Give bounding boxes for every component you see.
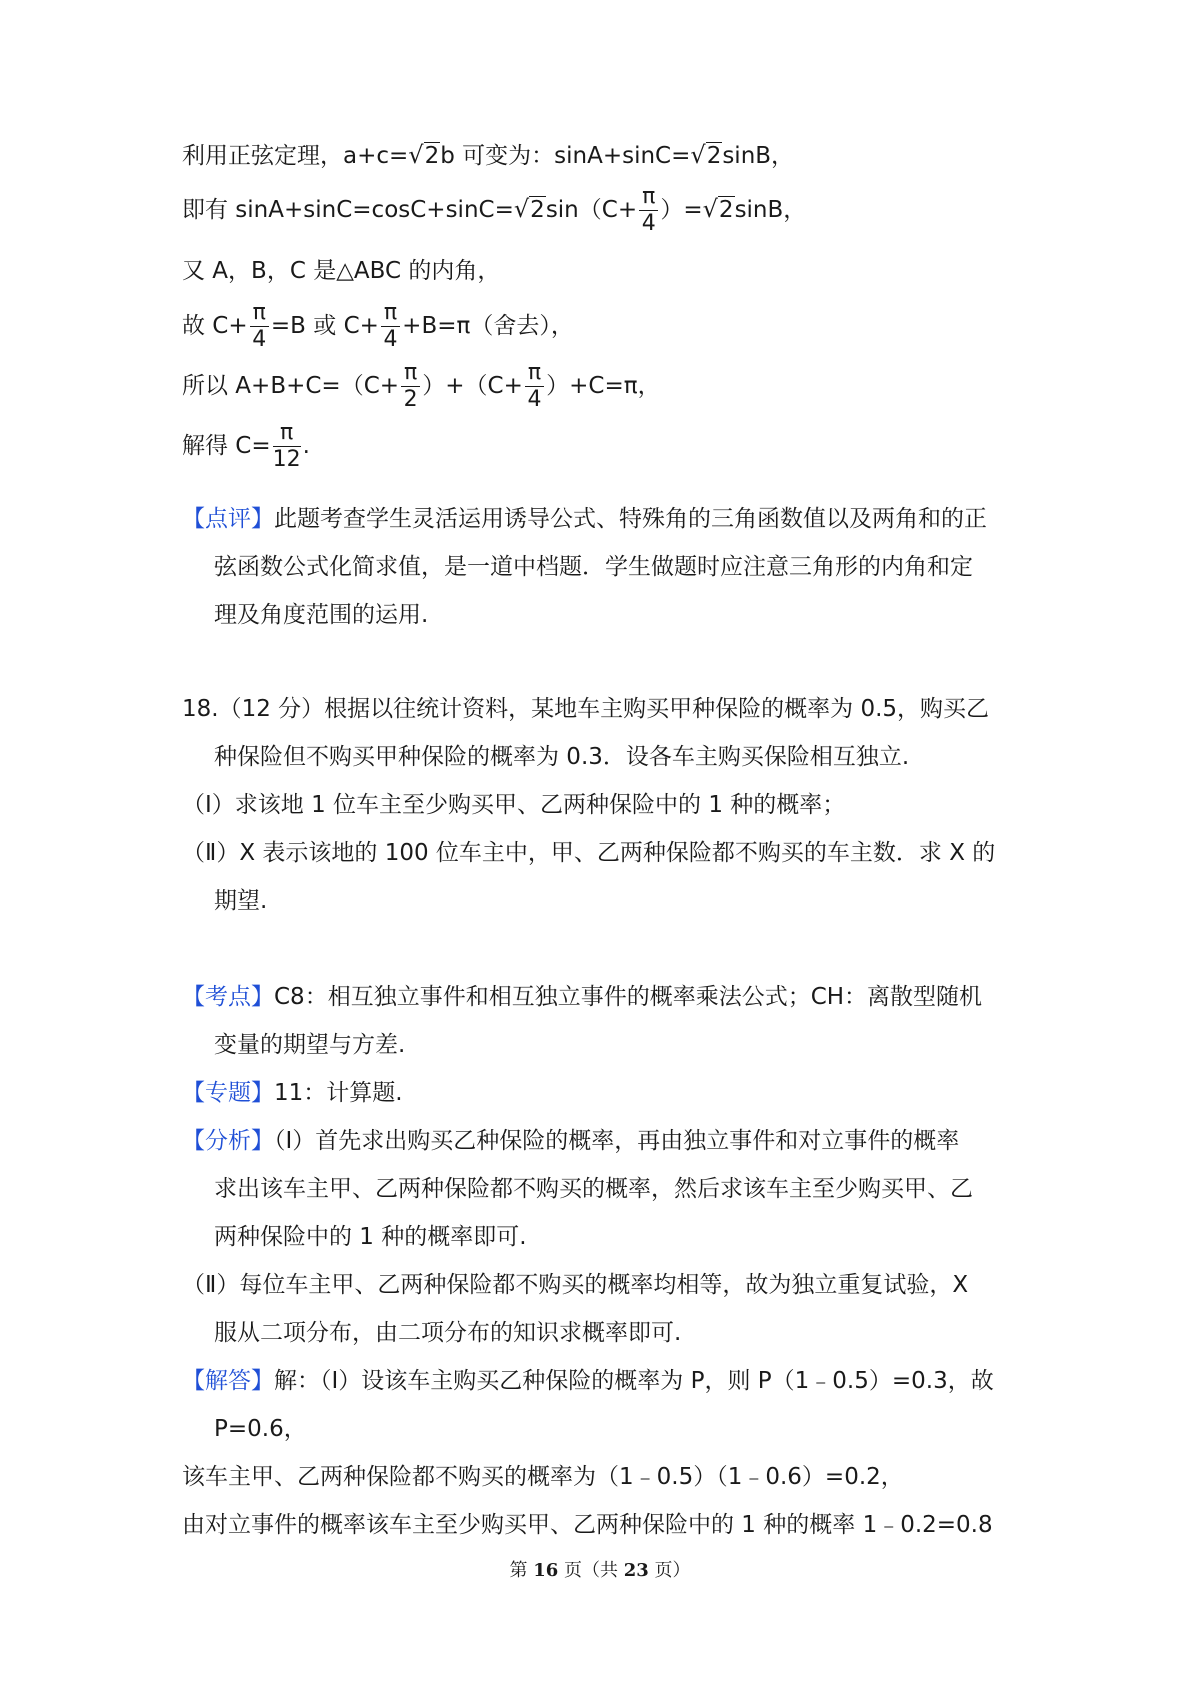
sqrt: √2	[408, 141, 440, 169]
text: +B=π（舍去），	[402, 313, 574, 339]
question-18-line-2: 种保险但不购买甲种保险的概率为 0.3．设各车主购买保险相互独立.	[214, 744, 910, 770]
fraction	[639, 186, 658, 235]
denominator: 2	[403, 387, 418, 412]
solution-line-6	[182, 422, 310, 471]
footer-text: 第	[509, 1560, 534, 1581]
text: sin（C+	[545, 197, 638, 223]
answer-tag: 【解答】	[182, 1368, 274, 1394]
review-line-3: 理及角度范围的运用.	[214, 602, 429, 628]
question-18-part-2-cont: 期望.	[214, 888, 268, 914]
text: =B 或 C+	[270, 313, 379, 339]
topic-line	[182, 1078, 403, 1108]
topic-tag: 【专题】	[182, 1080, 274, 1106]
denominator: 4	[383, 327, 398, 352]
solution-line-2	[182, 186, 806, 235]
review-line-2: 弦函数公式化简求值，是一道中档题．学生做题时应注意三角形的内角和定	[214, 554, 973, 580]
text: 故 C+	[182, 313, 248, 339]
question-18-part-2: （Ⅱ）X 表示该地的 100 位车主中，甲、乙两种保险都不购买的车主数．求 X 的	[182, 840, 996, 866]
text: sinB，	[734, 197, 807, 223]
answer-line-1	[182, 1366, 994, 1396]
text: C8：相互独立事件和相互独立事件的概率乘法公式；CH：离散型随机	[274, 984, 983, 1010]
text: b 可变为：sinA+sinC=	[440, 143, 691, 169]
knowledge-point-line-2: 变量的期望与方差.	[214, 1032, 406, 1058]
fraction	[525, 362, 544, 411]
knowledge-point-line-1	[182, 982, 982, 1012]
total-pages: 23	[623, 1560, 649, 1581]
denominator: 12	[272, 447, 301, 472]
analysis-line-3: 两种保险中的 1 种的概率即可.	[214, 1224, 527, 1250]
text: 此题考查学生灵活运用诱导公式、特殊角的三角函数值以及两角和的正	[274, 506, 987, 532]
denominator: 4	[641, 211, 656, 236]
question-18-line-1: 18.（12 分）根据以往统计资料，某地车主购买甲种保险的概率为 0.5，购买乙	[182, 696, 990, 722]
radicand: 2	[424, 143, 440, 169]
knowledge-tag: 【考点】	[182, 984, 274, 1010]
footer-text: 页）	[648, 1560, 691, 1581]
radicand: 2	[530, 197, 545, 223]
denominator: 4	[252, 327, 267, 352]
text: ）=	[660, 197, 703, 223]
footer-text: 页（共	[558, 1560, 624, 1581]
question-18-part-1: （Ⅰ）求该地 1 位车主至少购买甲、乙两种保险中的 1 种的概率；	[182, 792, 846, 818]
numerator: π	[250, 302, 269, 327]
text: 所以 A+B+C=（C+	[182, 373, 400, 399]
numerator: π	[525, 362, 544, 387]
sqrt: √2	[702, 195, 734, 223]
numerator: π	[273, 422, 301, 447]
sqrt: √2	[690, 141, 722, 169]
fraction	[401, 362, 420, 411]
analysis-tag: 【分析】	[182, 1128, 274, 1154]
review-tag: 【点评】	[182, 506, 274, 532]
radicand: 2	[706, 143, 722, 169]
solution-line-4	[182, 302, 574, 351]
fraction	[381, 302, 400, 351]
analysis-line-5: 服从二项分布，由二项分布的知识求概率即可.	[214, 1320, 682, 1346]
review-line-1	[182, 504, 987, 534]
text: sinB，	[722, 143, 795, 169]
text: 11：计算题.	[274, 1080, 403, 1106]
numerator: π	[639, 186, 658, 211]
analysis-line-2: 求出该车主甲、乙两种保险都不购买的概率，然后求该车主至少购买甲、乙	[214, 1176, 973, 1202]
text: 解得 C=	[182, 433, 271, 459]
solution-line-3: 又 A，B，C 是△ABC 的内角，	[182, 258, 501, 284]
page-number: 16	[533, 1560, 559, 1581]
text: ）+（C+	[422, 373, 523, 399]
sqrt: √2	[513, 195, 545, 223]
solution-line-5	[182, 362, 661, 411]
answer-line-4: 由对立事件的概率该车主至少购买甲、乙两种保险中的 1 种的概率 1﹣0.2=0.8	[182, 1512, 993, 1538]
text: ）+C=π，	[546, 373, 661, 399]
text: 即有 sinA+sinC=cosC+sinC=	[182, 197, 514, 223]
numerator: π	[401, 362, 420, 387]
text: 解：（Ⅰ）设该车主购买乙种保险的概率为 P，则 P（1﹣0.5）=0.3，故	[274, 1368, 994, 1394]
answer-line-2: P=0.6，	[214, 1416, 307, 1442]
fraction	[250, 302, 269, 351]
text: （Ⅰ）首先求出购买乙种保险的概率，再由独立事件和对立事件的概率	[274, 1128, 960, 1154]
text: .	[302, 433, 310, 459]
text: 利用正弦定理，a+c=	[182, 143, 409, 169]
denominator: 4	[527, 387, 542, 412]
solution-line-1	[182, 140, 794, 171]
analysis-line-1	[182, 1126, 959, 1156]
answer-line-3: 该车主甲、乙两种保险都不购买的概率为（1﹣0.5）（1﹣0.6）=0.2，	[182, 1464, 904, 1490]
page-footer	[0, 1556, 1200, 1582]
fraction	[273, 422, 301, 471]
numerator: π	[381, 302, 400, 327]
radicand: 2	[718, 197, 734, 223]
analysis-line-4: （Ⅱ）每位车主甲、乙两种保险都不购买的概率均相等，故为独立重复试验，X	[182, 1272, 969, 1298]
